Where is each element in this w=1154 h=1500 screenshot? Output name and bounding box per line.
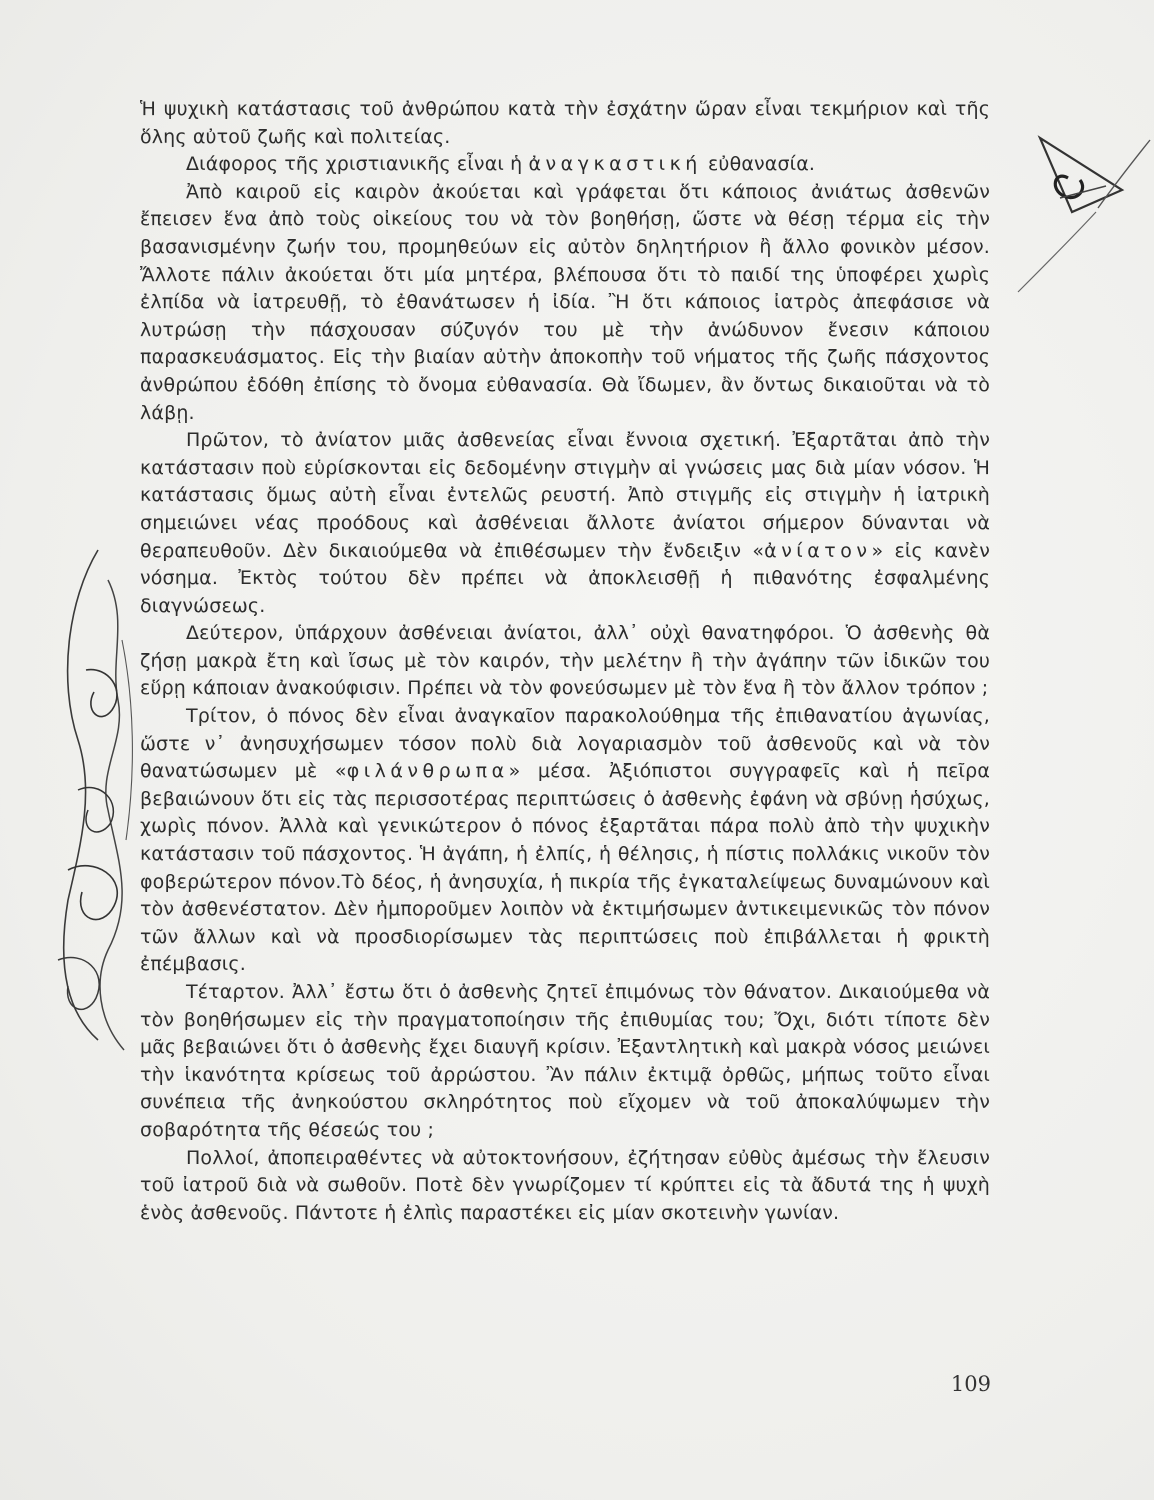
emphasized-text: ἀνίατον [764,539,872,562]
margin-annotation-mark [1010,120,1154,300]
body-text [140,96,990,1227]
paragraph-text: Τρίτον, ὁ πόνος δὲν εἶναι ἀναγκαῖον παρακολούθημα τῆς ἐπιθανατίου ἀγωνίας, ὥστε ν᾽ ἀνησυχήσωμεν τόσον πολὺ διὰ λογαριασμὸν τοῦ ἀσθενοῦς καὶ νὰ τὸν θανατώσωμεν μὲ « [140,705,990,783]
paragraph [140,96,990,151]
paragraph-text: Πολλοί, ἀποπειραθέντες νὰ αὐτοκτονήσουν, ἐζήτησαν εὐθὺς ἀμέσως τὴν ἔλευσιν τοῦ ἰατροῦ διὰ νὰ σωθοῦν. Ποτὲ δὲν γνωρίζομεν τί κρύπτει εἰς τὰ ἄδυτά της ἡ ψυχὴ ἑνὸς ἀσθενοῦς. Πάντοτε ἡ ἐλπὶς παραστέκει εἰς μίαν σκοτεινὴν γωνίαν. [140,1146,990,1224]
paragraph-text: » εἰς κανὲν νόσημα. Ἐκτὸς τούτου δὲν πρέπει νὰ ἀποκλεισθῇ ἡ πιθανότης ἐσφαλμένης διαγνώσεως. [140,539,990,617]
paragraph-text: Πρῶτον, τὸ ἀνίατον μιᾶς ἀσθενείας εἶναι ἔννοια σχετική. Ἐξαρτᾶται ἀπὸ τὴν κατάστασιν ποὺ εὑρίσκονται εἰς δεδομένην στιγμὴν αἱ γνώσεις μας διὰ μίαν νόσον. Ἡ κατάστασις ὅμως αὐτὴ εἶναι ἐντελῶς ρευστή. Ἀπὸ στιγμῆς εἰς στιγμὴν ἡ ἰατρικὴ σημειώνει νέας προόδους καὶ ἀσθένειαι ἄλλοτε ἀνίατοι σήμερον δύνανται νὰ θεραπευθοῦν. Δὲν δικαιούμεθα νὰ ἐπιθέσωμεν τὴν ἔνδειξιν « [140,429,990,562]
paragraph [140,703,990,979]
paragraph-text: Ἀπὸ καιροῦ εἰς καιρὸν ἀκούεται καὶ γράφεται ὅτι κάποιος ἀνιάτως ἀσθενῶν ἔπεισεν ἕνα ἀπὸ τοὺς οἰκείους του νὰ τὸν βοηθήσῃ, ὥστε νὰ θέσῃ τέρμα εἰς τὴν βασανισμένην ζωήν του, προμηθεύων εἰς αὐτὸν δηλητήριον ἢ ἄλλο φονικὸν μέσον. Ἄλλοτε πάλιν ἀκούεται ὅτι μία μητέρα, βλέπουσα ὅτι τὸ παιδί της ὑποφέρει χωρὶς ἐλπίδα νὰ ἰατρευθῇ, τὸ ἐθανάτωσεν ἡ ἰδία. Ἢ ὅτι κάποιος ἰατρὸς ἀπεφάσισε νὰ λυτρώσῃ τὴν πάσχουσαν σύζυγόν του μὲ τὴν ἀνώδυνον ἔνεσιν κάποιου παρασκευάσματος. Εἰς τὴν βιαίαν αὐτὴν ἀποκοπὴν τοῦ νήματος τῆς ζωῆς πάσχοντος ἀνθρώπου ἐδόθη ἐπίσης τὸ ὄνομα εὐθανασία. Θὰ ἴδωμεν, ἂν ὄντως δικαιοῦται νὰ τὸ λάβῃ. [140,180,990,424]
paragraph [140,427,990,620]
emphasized-text: ἀναγκαστική [528,153,702,176]
paragraph-text: εὐθανασία. [701,153,816,176]
paragraph-text: Διάφορος τῆς χριστιανικῆς εἶναι ἡ [186,153,529,176]
paragraph-text: Τέταρτον. Ἀλλ᾽ ἔστω ὅτι ὁ ἀσθενὴς ζητεῖ ἐπιμόνως τὸν θάνατον. Δικαιούμεθα νὰ τὸν βοηθήσωμεν εἰς τὴν πραγματοποίησιν τῆς ἐπιθυμίας του; Ὄχι, διότι τίποτε δὲν μᾶς βεβαιώνει ὅτι ὁ ἀσθενὴς ἔχει διαυγῆ κρίσιν. Ἐξαντλητικὴ καὶ μακρὰ νόσος μειώνει τὴν ἱκανότητα κρίσεως τοῦ ἀρρώστου. Ἂν πάλιν ἐκτιμᾷ ὀρθῶς, μήπως τοῦτο εἶναι συνέπεια τῆς ἀνηκούστου σκληρότητος ποὺ εἴχομεν νὰ τοῦ ἀποκαλύψωμεν τὴν σοβαρότητα τῆς θέσεώς του ; [140,981,990,1141]
paragraph [140,979,990,1145]
paragraph [140,151,990,179]
paragraph-text: » μέσα. Ἀξιόπιστοι συγγραφεῖς καὶ ἡ πεῖρα βεβαιώνουν ὅτι εἰς τὰς περισσοτέρας περιπτώσεις ὁ ἀσθενὴς ἐφάνη νὰ σβύνῃ ἡσύχως, χωρὶς πόνον. Ἀλλὰ καὶ γενικώτερον ὁ πόνος ἐξαρτᾶται πάρα πολὺ ἀπὸ τὴν ψυχικὴν κατάστασιν τοῦ πάσχοντος. Ἡ ἀγάπη, ἡ ἐλπίς, ἡ θέλησις, ἡ πίστις πολλάκις νικοῦν τὸν φοβερώτερον πόνον.Τὸ δέος, ἡ ἀνησυχία, ἡ πικρία τῆς ἐγκαταλείψεως δυναμώνουν καὶ τὸν ἀσθενέστατον. Δὲν ἠμποροῦμεν λοιπὸν νὰ ἐκτιμήσωμεν ἀντικειμενικῶς τὸν πόνον τῶν ἄλλων καὶ νὰ προσδιορίσωμεν τὰς περιπτώσεις ποὺ ἐπιβάλλεται ἡ φρικτὴ ἐπέμβασις. [140,760,990,976]
handwritten-signature-mark [38,540,148,1070]
paragraph-text: Δεύτερον, ὑπάρχουν ἀσθένειαι ἀνίατοι, ἀλλ᾽ οὐχὶ θανατηφόροι. Ὁ ἀσθενὴς θὰ ζήσῃ μακρὰ ἔτη καὶ ἴσως μὲ τὸν καιρόν, τὴν μελέτην ἢ τὴν ἀγάπην τῶν ἰδικῶν του εὕρῃ κάποιαν ἀνακούφισιν. Πρέπει νὰ τὸν φονεύσωμεν μὲ τὸν ἕνα ἢ τὸν ἄλλον τρόπον ; [140,622,990,700]
emphasized-text: φιλάνθρωπα [346,760,509,783]
paragraph [140,179,990,427]
paragraph [140,620,990,703]
page-number: 109 [950,1372,991,1396]
paragraph-text: Ἡ ψυχικὴ κατάστασις τοῦ ἀνθρώπου κατὰ τὴν ἐσχάτην ὥραν εἶναι τεκμήριον καὶ τῆς ὅλης αὐτοῦ ζωῆς καὶ πολιτείας. [140,98,990,148]
paragraph [140,1145,990,1228]
